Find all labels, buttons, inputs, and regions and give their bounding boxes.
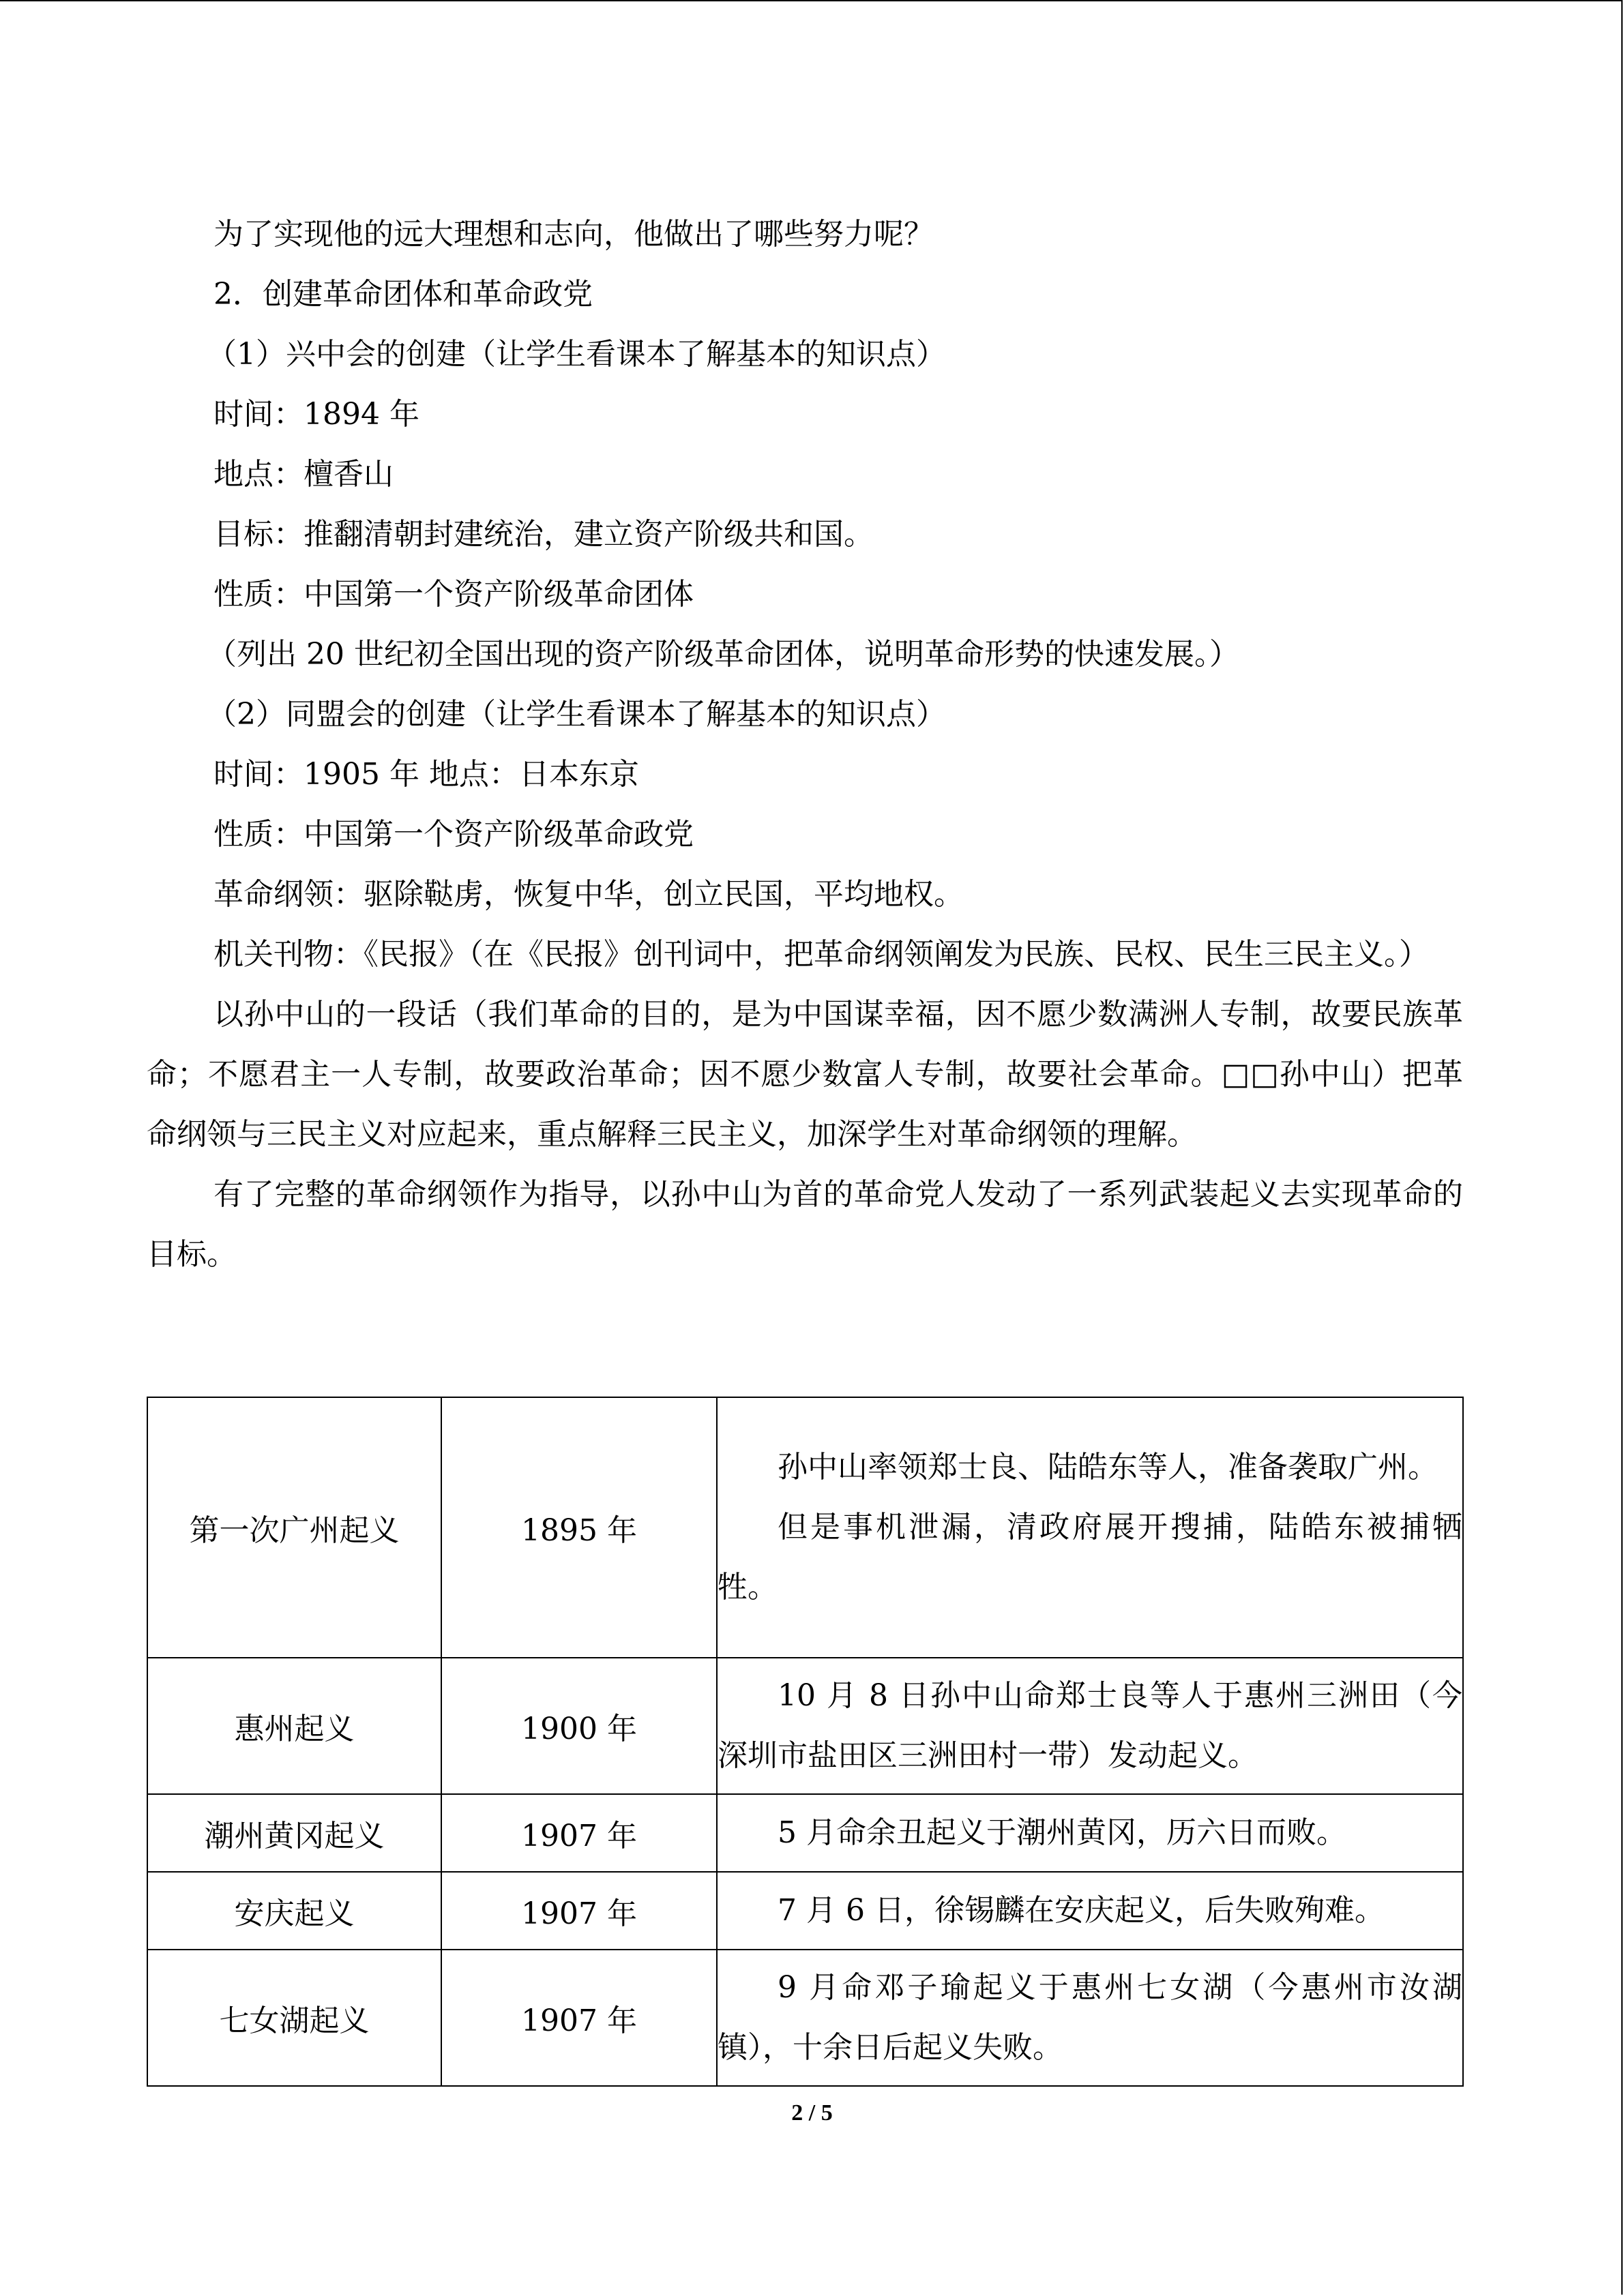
uprising-name: 惠州起义 [147,1658,441,1794]
paragraph-question: 为了实现他的远大理想和志向，他做出了哪些努力呢？ [213,217,934,252]
table-row [147,1794,1463,1872]
xingzhonghui-time: 时间：1894 年 [213,397,419,432]
description-line: 9 月命邓子瑜起义于惠州七女湖（今惠州市汝湖镇），十余日后起义失败。 [718,1970,1462,2065]
uprising-year: 1907 年 [441,1872,717,1950]
uprising-description [717,1397,1463,1658]
table-row [147,1658,1463,1794]
description-line: 5 月命余丑起义于潮州黄冈，历六日而败。 [778,1815,1346,1850]
uprising-year: 1900 年 [441,1658,717,1794]
tongmenghui-time-place: 时间：1905 年 地点：日本东京 [213,757,639,792]
subsection-heading-tongmenghui: （2）同盟会的创建（让学生看课本了解基本的知识点） [207,697,946,732]
uprising-name: 七女湖起义 [147,1950,441,2086]
tongmenghui-publication: 机关刊物：《民报》（在《民报》创刊词中，把革命纲领阐发为民族、民权、民生三民主义。） [213,937,1429,972]
uprising-year: 1907 年 [441,1794,717,1872]
section-heading: 2．创建革命团体和革命政党 [213,277,593,312]
uprising-name: 潮州黄冈起义 [147,1794,441,1872]
description-line: 10 月 8 日孙中山命郑士良等人于惠州三洲田（今深圳市盐田区三洲田村一带）发动起义。 [718,1678,1462,1773]
uprising-description [717,1794,1463,1872]
uprisings-intro: 有了完整的革命纲领作为指导，以孙中山为首的革命党人发动了一系列武装起义去实现革命的目标。 [147,1177,1463,1272]
xingzhonghui-nature: 性质：中国第一个资产阶级革命团体 [213,577,694,612]
uprising-name: 第一次广州起义 [147,1397,441,1658]
uprising-year: 1907 年 [441,1950,717,2086]
document-body [147,205,1463,1285]
sun-yatsen-quote-paragraph: 以孙中山的一段话（我们革命的目的，是为中国谋幸福，因不愿少数满洲人专制，故要民族革命；不愿君主一人专制，故要政治革命；因不愿少数富人专制，故要社会革命。□□孙中山）把革命纲领与三民主义对应起来，重点解释三民主义，加深学生对革命纲领的理解。 [147,997,1463,1152]
table-row [147,1397,1463,1658]
description-line: 但是事机泄漏，清政府展开搜捕，陆皓东被捕牺牲。 [718,1510,1462,1605]
table-row [147,1950,1463,2086]
uprising-description [717,1872,1463,1950]
uprising-description [717,1658,1463,1794]
description-line: 孙中山率领郑士良、陆皓东等人，准备袭取广州。 [778,1450,1438,1485]
uprising-year: 1895 年 [441,1397,717,1658]
xingzhonghui-goal: 目标：推翻清朝封建统治，建立资产阶级共和国。 [213,517,874,552]
uprisings-table [147,1397,1464,2087]
page-number: 2 / 5 [791,2100,833,2126]
uprising-name: 安庆起义 [147,1872,441,1950]
tongmenghui-nature: 性质：中国第一个资产阶级革命政党 [213,817,694,852]
description-line: 7 月 6 日，徐锡麟在安庆起义，后失败殉难。 [778,1893,1385,1928]
table-row [147,1872,1463,1950]
xingzhonghui-place: 地点：檀香山 [213,457,394,492]
uprising-description [717,1950,1463,2086]
revolutionary-groups-note: （列出 20 世纪初全国出现的资产阶级革命团体，说明革命形势的快速发展。） [207,637,1239,672]
subsection-heading-xingzhonghui: （1）兴中会的创建（让学生看课本了解基本的知识点） [207,337,946,372]
tongmenghui-program: 革命纲领：驱除鞑虏，恢复中华，创立民国，平均地权。 [213,877,964,912]
